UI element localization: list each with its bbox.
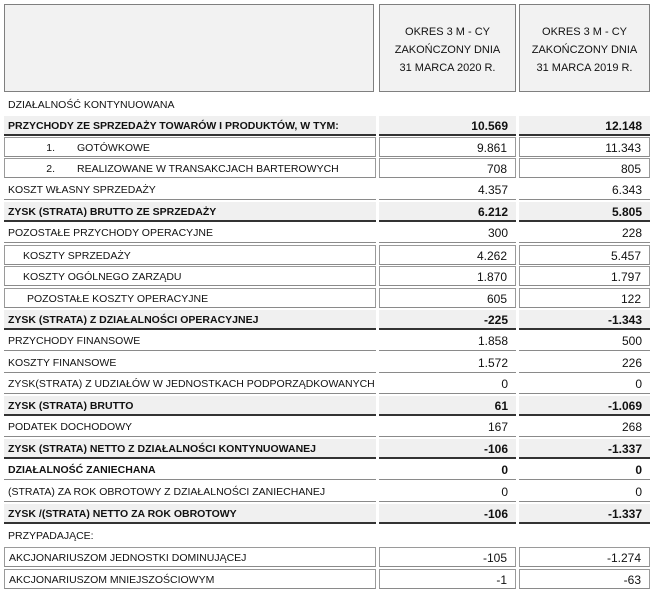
row-barter-revenue	[4, 158, 650, 179]
row-attributable	[4, 526, 650, 547]
header-2020-line2: ZAKOŃCZONY DNIA	[394, 44, 501, 56]
value-2020: 167	[379, 417, 516, 437]
value-2020: 605	[379, 288, 516, 308]
row-label: POZOSTAŁE PRZYCHODY OPERACYJNE	[4, 223, 376, 243]
value-2019: 6.343	[519, 180, 650, 200]
value-2020: 4.357	[379, 180, 516, 200]
value-2019: 5.457	[519, 245, 650, 265]
header-period-2020	[379, 4, 516, 92]
header-2019-line2: ZAKOŃCZONY DNIA	[531, 44, 638, 56]
value-2019: 122	[519, 288, 650, 308]
row-label: KOSZTY SPRZEDAŻY	[4, 245, 376, 265]
value-2020: -105	[379, 547, 516, 567]
value-2020: 0	[379, 482, 516, 502]
value-2020: 10.569	[379, 116, 516, 136]
row-cash-revenue	[4, 137, 650, 158]
value-2019: -63	[519, 569, 650, 589]
value-2019: 5.805	[519, 202, 650, 222]
row-label: ZYSK (STRATA) BRUTTO ZE SPRZEDAŻY	[4, 202, 376, 222]
value-2019: -1.337	[519, 504, 650, 524]
value-2020: 708	[379, 158, 516, 178]
row-label: ZYSK(STRATA) Z UDZIAŁÓW W JEDNOSTKACH PODPORZĄDKOWANYCH	[4, 374, 376, 394]
row-label	[4, 158, 376, 178]
header-period-2019	[519, 4, 650, 92]
value-2019: -1.337	[519, 439, 650, 459]
header-2020-line3: 31 MARCA 2020 R.	[399, 62, 496, 74]
row-income-tax	[4, 417, 650, 438]
value-2019: 805	[519, 158, 650, 178]
value-2019: -1.069	[519, 396, 650, 416]
row-other-operating-costs	[4, 288, 650, 309]
row-general-admin-costs	[4, 266, 650, 287]
row-net-profit-year	[4, 504, 650, 525]
row-label: ZYSK /(STRATA) NETTO ZA ROK OBROTOWY	[4, 504, 376, 524]
row-label: AKCJONARIUSZOM MNIEJSZOŚCIOWYM	[4, 569, 376, 589]
value-2019: 268	[519, 417, 650, 437]
header-label-cell	[4, 4, 374, 92]
row-label: ZYSK (STRATA) Z DZIAŁALNOŚCI OPERACYJNEJ	[4, 310, 376, 330]
value-2020: 1.572	[379, 353, 516, 373]
row-profit-before-tax	[4, 396, 650, 417]
row-label-text: REALIZOWANE W TRANSAKCJACH BARTEROWYCH	[77, 163, 339, 175]
row-cost-of-sales	[4, 180, 650, 201]
value-2020: 1.858	[379, 331, 516, 351]
value-2019: 500	[519, 331, 650, 351]
row-label: PRZYCHODY FINANSOWE	[4, 331, 376, 351]
value-2019: 0	[519, 482, 650, 502]
value-2020: 61	[379, 396, 516, 416]
value-2019: 226	[519, 353, 650, 373]
value-2020: 6.212	[379, 202, 516, 222]
row-label: POZOSTAŁE KOSZTY OPERACYJNE	[4, 288, 376, 308]
value-2020: -106	[379, 504, 516, 524]
row-label: KOSZTY FINANSOWE	[4, 353, 376, 373]
row-label: ZYSK (STRATA) BRUTTO	[4, 396, 376, 416]
value-2020: -1	[379, 569, 516, 589]
value-2020: 1.870	[379, 266, 516, 286]
row-continuing-operations	[4, 95, 650, 116]
row-label: AKCJONARIUSZOM JEDNOSTKI DOMINUJĄCEJ	[4, 547, 376, 567]
row-label: KOSZT WŁASNY SPRZEDAŻY	[4, 180, 376, 200]
row-minority-shareholders	[4, 569, 650, 590]
value-2020: 0	[379, 460, 516, 480]
row-label: ZYSK (STRATA) NETTO Z DZIAŁALNOŚCI KONTYNUOWANEJ	[4, 439, 376, 459]
value-2020: 9.861	[379, 137, 516, 157]
row-other-operating-income	[4, 223, 650, 244]
row-label-text: GOTÓWKOWE	[77, 142, 150, 154]
value-2019: 0	[519, 374, 650, 394]
value-2020: 300	[379, 223, 516, 243]
value-2020: -106	[379, 439, 516, 459]
row-label: DZIAŁALNOŚĆ KONTYNUOWANA	[8, 99, 175, 111]
header-2019-line3: 31 MARCA 2019 R.	[536, 62, 633, 74]
value-2020: -225	[379, 310, 516, 330]
row-share-of-subsidiaries	[4, 374, 650, 395]
row-loss-discontinued	[4, 482, 650, 503]
row-number: 1.	[46, 142, 55, 154]
row-label: KOSZTY OGÓLNEGO ZARZĄDU	[4, 266, 376, 286]
row-finance-income	[4, 331, 650, 352]
row-net-profit-continuing	[4, 439, 650, 460]
row-parent-shareholders	[4, 547, 650, 568]
header-2019-line1: OKRES 3 M - CY	[542, 26, 627, 38]
value-2019: -1.343	[519, 310, 650, 330]
value-2019: 0	[519, 460, 650, 480]
row-finance-costs	[4, 353, 650, 374]
row-operating-profit	[4, 310, 650, 331]
row-label: PRZYCHODY ZE SPRZEDAŻY TOWARÓW I PRODUKTÓW, W TYM:	[4, 116, 376, 136]
value-2019: 11.343	[519, 137, 650, 157]
row-discontinued-operations	[4, 460, 650, 481]
row-revenue	[4, 116, 650, 137]
row-label: PRZYPADAJĄCE:	[8, 530, 94, 542]
row-label: DZIAŁALNOŚĆ ZANIECHANA	[4, 460, 376, 480]
value-2019: 228	[519, 223, 650, 243]
value-2019: 1.797	[519, 266, 650, 286]
row-number: 2.	[46, 163, 55, 175]
row-label: (STRATA) ZA ROK OBROTOWY Z DZIAŁALNOŚCI ZANIECHANEJ	[4, 482, 376, 502]
header-2020-line1: OKRES 3 M - CY	[405, 26, 490, 38]
row-gross-profit	[4, 202, 650, 223]
value-2020: 4.262	[379, 245, 516, 265]
value-2020: 0	[379, 374, 516, 394]
row-label	[4, 137, 376, 157]
value-2019: 12.148	[519, 116, 650, 136]
row-selling-costs	[4, 245, 650, 266]
value-2019: -1.274	[519, 547, 650, 567]
row-label: PODATEK DOCHODOWY	[4, 417, 376, 437]
